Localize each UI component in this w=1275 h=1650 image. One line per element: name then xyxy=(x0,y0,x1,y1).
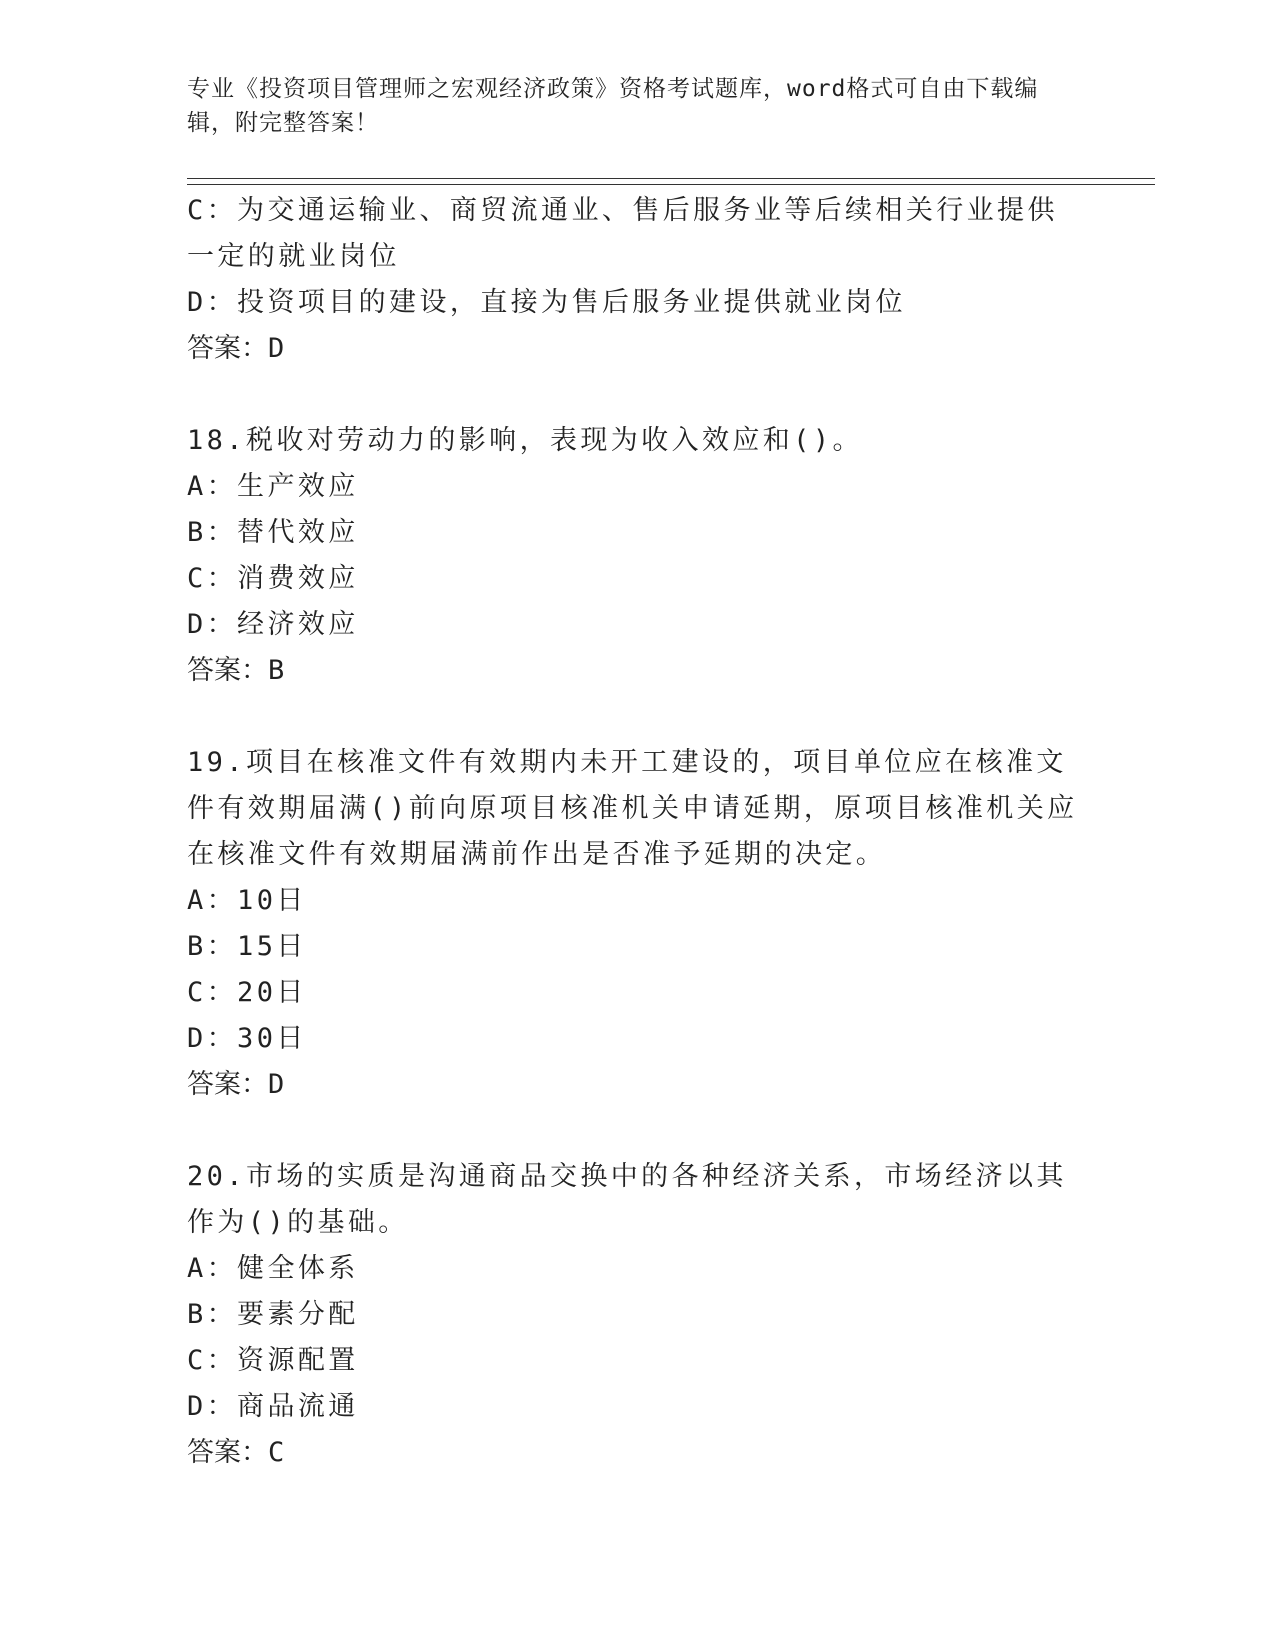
option-d: D：30日 xyxy=(187,1023,307,1054)
option-c: C：为交通运输业、商贸流通业、售后服务业等后续相关行业提供一定的就业岗位 xyxy=(187,195,1058,272)
option-d: D：投资项目的建设，直接为售后服务业提供就业岗位 xyxy=(187,287,906,318)
answer-label: 答案： xyxy=(187,1437,268,1468)
answer-label: 答案： xyxy=(187,333,268,364)
question-stem: 18.税收对劳动力的影响，表现为收入效应和()。 xyxy=(187,425,863,456)
question-17-continued xyxy=(187,188,1087,372)
answer-line xyxy=(187,326,1087,372)
answer-label: 答案： xyxy=(187,1069,268,1100)
option-b: B：要素分配 xyxy=(187,1299,359,1330)
header-divider-bottom xyxy=(187,184,1155,185)
option-d: D：经济效应 xyxy=(187,609,359,640)
document-header: 专业《投资项目管理师之宏观经济政策》资格考试题库，word格式可自由下载编辑，附完整答案！ xyxy=(187,76,1039,136)
question-stem: 19.项目在核准文件有效期内未开工建设的，项目单位应在核准文件有效期届满()前向原项目核准机关申请延期，原项目核准机关应在核准文件有效期届满前作出是否准予延期的决定。 xyxy=(187,747,1078,870)
option-c: C：资源配置 xyxy=(187,1345,359,1376)
option-a: A：生产效应 xyxy=(187,471,359,502)
question-19 xyxy=(187,740,1087,1108)
option-a: A：健全体系 xyxy=(187,1253,359,1284)
answer-line xyxy=(187,1062,1087,1108)
answer-line xyxy=(187,1430,1087,1476)
answer-value: B xyxy=(268,655,285,686)
question-18 xyxy=(187,418,1087,694)
answer-line xyxy=(187,648,1087,694)
option-b: B：替代效应 xyxy=(187,517,359,548)
option-c: C：消费效应 xyxy=(187,563,359,594)
header-divider-top xyxy=(187,178,1155,179)
option-d: D：商品流通 xyxy=(187,1391,359,1422)
option-c: C：20日 xyxy=(187,977,307,1008)
document-body xyxy=(187,188,1087,1522)
question-20 xyxy=(187,1154,1087,1476)
option-a: A：10日 xyxy=(187,885,307,916)
answer-value: D xyxy=(268,333,285,364)
option-b: B：15日 xyxy=(187,931,307,962)
question-stem: 20.市场的实质是沟通商品交换中的各种经济关系，市场经济以其作为()的基础。 xyxy=(187,1161,1067,1238)
answer-label: 答案： xyxy=(187,655,268,686)
answer-value: D xyxy=(268,1069,285,1100)
answer-value: C xyxy=(268,1437,285,1468)
